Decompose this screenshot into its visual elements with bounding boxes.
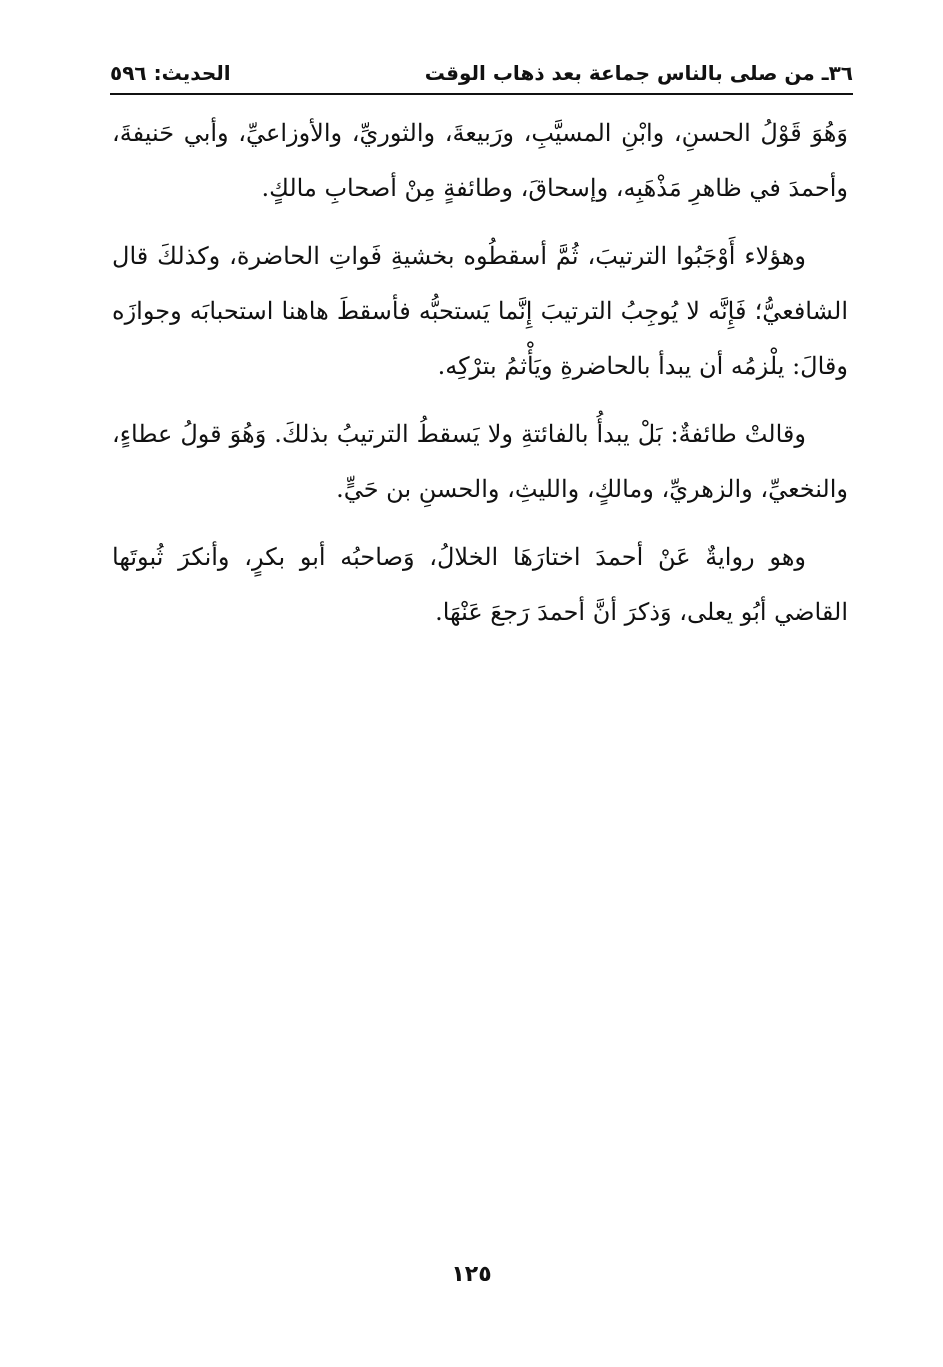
hadith-number-label: الحديث: ٥٩٦ xyxy=(110,61,231,85)
paragraph: وَهُوَ قَوْلُ الحسنِ، وابْنِ المسيَّبِ، ورَبيعةَ، والثوريِّ، والأوزاعيِّ، وأبي حَنيفةَ، وأحمدَ في ظاهرِ مَذْهَبِه، وإسحاقَ، وطائفةٍ مِنْ أصحابِ مالكٍ. xyxy=(112,119,848,202)
main-text xyxy=(112,106,848,653)
running-header xyxy=(110,56,853,90)
paragraph: وقالتْ طائفةٌ: بَلْ يبدأُ بالفائتةِ ولا يَسقطُ الترتيبُ بذلكَ. وَهُوَ قولُ عطاءٍ، والنخعيِّ، والزهريِّ، ومالكٍ، والليثِ، والحسنِ بن حَيٍّ. xyxy=(112,420,848,503)
header-divider xyxy=(110,93,853,95)
paragraph: وهو روايةٌ عَنْ أحمدَ اختارَهَا الخلالُ، وَصاحبُه أبو بكرٍ، وأنكرَ ثُبوتَها القاضي أبُو يعلى، وَذكرَ أنَّ أحمدَ رَجعَ عَنْهَا. xyxy=(112,543,848,626)
chapter-title: ٣٦ـ من صلى بالناس جماعة بعد ذهاب الوقت xyxy=(424,61,853,85)
paragraph: وهؤلاء أَوْجَبُوا الترتيبَ، ثُمَّ أسقطُوه بخشيةِ فَواتِ الحاضرة، وكذلكَ قال الشافعيُّ؛ فَإِنَّه لا يُوجِبُ الترتيبَ إِنَّما يَستحبُّه فأسقطَ هاهنا استحبابَه وجوازَه وقالَ: يلْزمُه أن يبدأ بالحاضرةِ ويَأْثمُ بترْكِه. xyxy=(112,242,848,380)
page-number: ١٢٥ xyxy=(451,1262,492,1287)
